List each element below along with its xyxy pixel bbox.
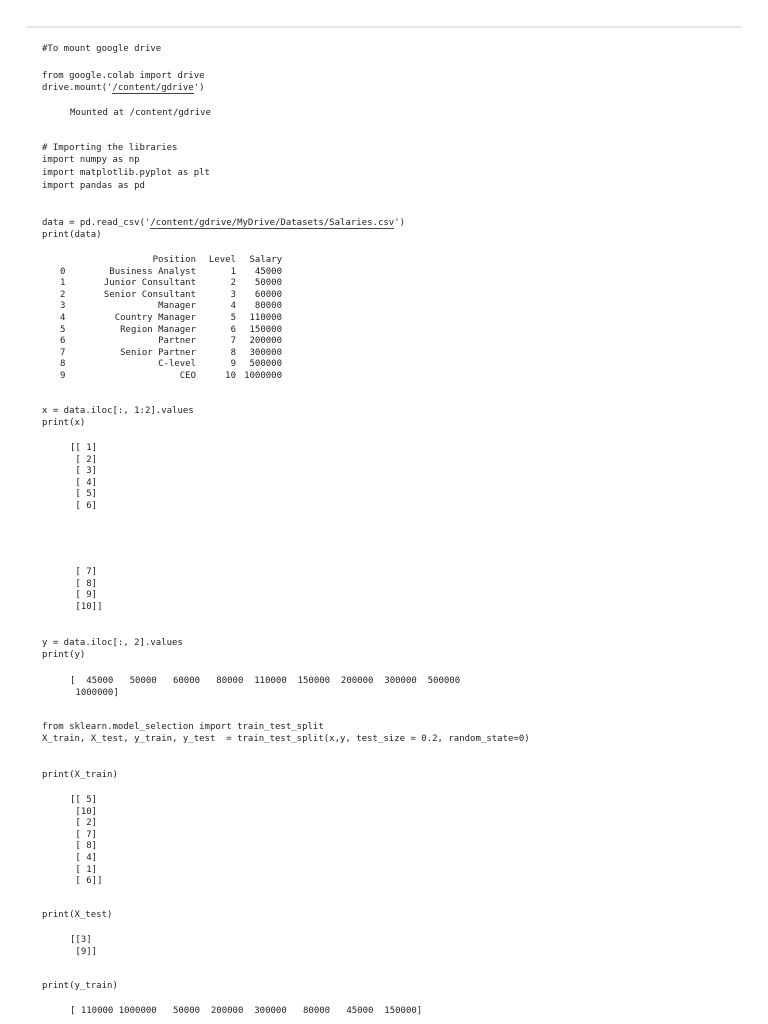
output-mount: Mounted at /content/gdrive — [70, 108, 211, 118]
code-mount-call — [42, 83, 205, 95]
table-row — [60, 325, 282, 337]
cell-position: Region Manager — [120, 324, 196, 335]
cell-salary: 200000 — [249, 336, 282, 347]
code-print-x-test: print(X_test) — [42, 910, 113, 920]
top-divider — [26, 26, 742, 28]
cell-level: 6 — [230, 324, 236, 335]
cell-level: 2 — [230, 278, 236, 289]
code-read-csv — [42, 218, 405, 230]
cell-salary: 60000 — [254, 289, 282, 300]
row-index: 8 — [60, 359, 66, 370]
row-index: 6 — [60, 336, 66, 347]
output-x-part2: [ 7] [ 8] [ 9] [10]] — [75, 567, 103, 612]
table-row — [60, 336, 282, 348]
code-text: ') — [394, 218, 406, 228]
cell-level: 3 — [230, 289, 236, 300]
table-row — [60, 267, 282, 279]
cell-level: 5 — [230, 312, 236, 323]
code-split-call: X_train, X_test, y_train, y_test = train_test_split(x,y, test_size = 0.2, random_state=0) — [42, 734, 530, 744]
cell-position: C-level — [158, 359, 196, 370]
code-text: data = pd.read_csv(' — [42, 218, 151, 228]
cell-level: 7 — [230, 336, 236, 347]
code-y-assign: y = data.iloc[:, 2].values — [42, 638, 183, 648]
cell-level: 4 — [230, 301, 236, 312]
code-text: drive.mount(' — [42, 83, 113, 93]
table-row — [60, 348, 282, 360]
cell-salary: 80000 — [254, 301, 282, 312]
row-index: 5 — [60, 324, 66, 335]
table-row — [60, 359, 282, 371]
code-import-matplotlib: import matplotlib.pyplot as plt — [42, 168, 210, 178]
row-index: 7 — [60, 347, 66, 358]
code-split-import: from sklearn.model_selection import train_test_split — [42, 722, 324, 732]
output-x-test: [[3] [9]] — [70, 935, 98, 957]
code-text: ') — [193, 83, 205, 93]
cell-level: 1 — [230, 266, 236, 277]
code-import-comment: # Importing the libraries — [42, 143, 178, 153]
table-row — [60, 313, 282, 325]
table-row — [60, 290, 282, 302]
mount-path-link[interactable]: /content/gdrive — [112, 83, 194, 93]
header-salary: Salary — [249, 255, 282, 265]
output-x-train: [[ 5] [10] [ 2] [ 7] [ 8] [ 4] [ 1] [ 6]] — [70, 795, 103, 887]
code-print-y: print(y) — [42, 650, 86, 660]
cell-level: 10 — [225, 370, 236, 381]
code-print-y-train: print(y_train) — [42, 981, 118, 991]
table-row — [60, 278, 282, 290]
dataframe-header — [60, 255, 282, 267]
dataframe-output — [60, 255, 282, 383]
table-row — [60, 301, 282, 313]
row-index: 2 — [60, 289, 66, 300]
cell-position: Country Manager — [114, 312, 196, 323]
cell-position: CEO — [179, 370, 196, 381]
cell-salary: 500000 — [249, 359, 282, 370]
cell-salary: 150000 — [249, 324, 282, 335]
output-y-train: [ 110000 1000000 50000 200000 300000 80000 45000 150000] — [70, 1006, 423, 1016]
csv-path-link[interactable]: /content/gdrive/MyDrive/Datasets/Salaries.csv — [150, 218, 395, 228]
code-x-assign: x = data.iloc[:, 1:2].values — [42, 406, 194, 416]
cell-salary: 110000 — [249, 312, 282, 323]
cell-salary: 300000 — [249, 347, 282, 358]
cell-level: 8 — [230, 347, 236, 358]
header-index — [60, 255, 80, 267]
cell-salary: 50000 — [254, 278, 282, 289]
output-x-part1: [[ 1] [ 2] [ 3] [ 4] [ 5] [ 6] — [70, 443, 98, 511]
row-index: 9 — [60, 370, 66, 381]
code-print-x-train: print(X_train) — [42, 770, 118, 780]
cell-position: Junior Consultant — [103, 278, 196, 289]
cell-salary: 45000 — [254, 266, 282, 277]
row-index: 1 — [60, 278, 66, 289]
output-y: [ 45000 50000 60000 80000 110000 150000 200000 300000 500000 1000000] — [70, 676, 461, 698]
cell-position: Business Analyst — [109, 266, 196, 277]
code-print-data: print(data) — [42, 230, 102, 240]
code-import-pandas: import pandas as pd — [42, 181, 145, 191]
code-import-numpy: import numpy as np — [42, 155, 140, 165]
cell-salary: 1000000 — [244, 370, 282, 381]
header-position: Position — [152, 255, 196, 265]
code-mount-comment: #To mount google drive — [42, 44, 162, 54]
table-row — [60, 371, 282, 383]
code-print-x: print(x) — [42, 418, 86, 428]
row-index: 4 — [60, 312, 66, 323]
cell-position: Senior Consultant — [103, 289, 196, 300]
cell-position: Partner — [158, 336, 196, 347]
cell-position: Manager — [158, 301, 196, 312]
code-mount-import: from google.colab import drive — [42, 71, 205, 81]
cell-position: Senior Partner — [120, 347, 196, 358]
row-index: 0 — [60, 266, 66, 277]
header-level: Level — [208, 255, 236, 265]
cell-level: 9 — [230, 359, 236, 370]
row-index: 3 — [60, 301, 66, 312]
